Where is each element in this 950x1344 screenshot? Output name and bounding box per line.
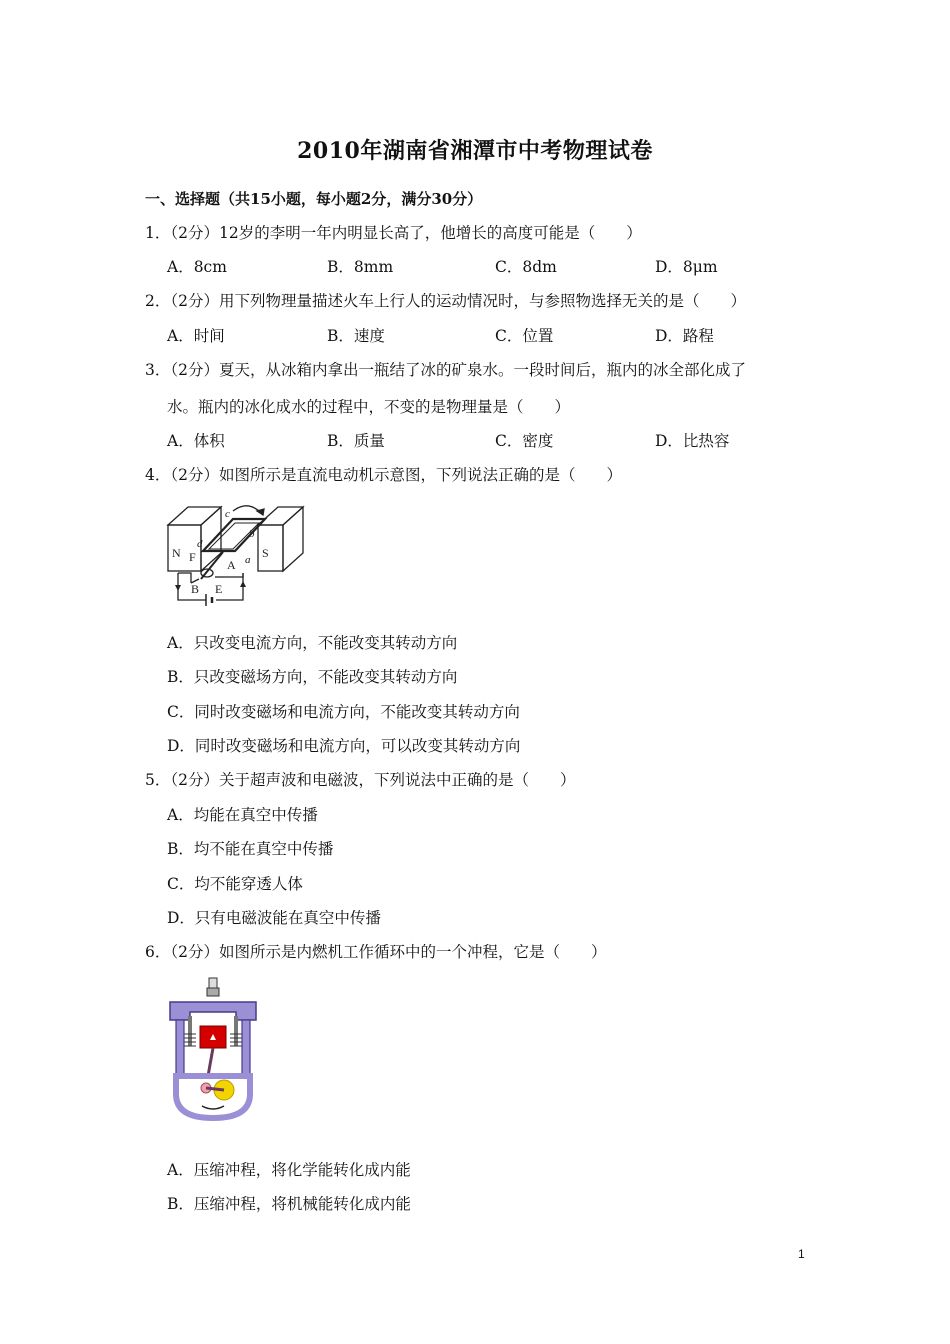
- current-arrow-right: [240, 581, 246, 587]
- question-1-stem: 1．（2分）12岁的李明一年内明显长高了，他增长的高度可能是（ ）: [145, 224, 642, 242]
- label-b: b: [249, 528, 255, 540]
- question-6-stem: 6．（2分）如图所示是内燃机工作循环中的一个冲程，它是（ ）: [145, 943, 607, 961]
- page-number: 1: [798, 1247, 805, 1261]
- question-4-stem: 4．（2分）如图所示是直流电动机示意图，下列说法正确的是（ ）: [145, 466, 622, 484]
- question-1-option-d: D．8μm: [655, 258, 718, 276]
- question-4-option-c: C．同时改变磁场和电流方向，不能改变其转动方向: [167, 703, 520, 721]
- question-2-option-a: A．时间: [167, 327, 225, 345]
- question-2-option-b: B．速度: [327, 327, 385, 345]
- n-magnet-top: [168, 507, 221, 525]
- question-5-option-c: C．均不能穿透人体: [167, 875, 303, 893]
- question-3-option-d: D．比热容: [655, 432, 730, 450]
- crank-arm: [206, 1088, 224, 1090]
- dc-motor-diagram: [163, 497, 308, 609]
- question-4-option-b: B．只改变磁场方向，不能改变其转动方向: [167, 668, 458, 686]
- connecting-rod: [208, 1048, 213, 1076]
- label-c: c: [225, 508, 230, 520]
- question-3-option-b: B．质量: [327, 432, 385, 450]
- n-magnet-side: [201, 507, 221, 571]
- question-3-option-c: C．密度: [495, 432, 554, 450]
- current-arrow-left: [175, 585, 181, 591]
- question-3-option-a: A．体积: [167, 432, 225, 450]
- section-heading: 一、选择题（共15小题，每小题2分，满分30分）: [145, 190, 483, 208]
- question-1-option-a: A．8cm: [167, 258, 227, 276]
- question-4-option-a: A．只改变电流方向，不能改变其转动方向: [167, 634, 458, 652]
- question-2-option-c: C．位置: [495, 327, 554, 345]
- question-6-option-b: B．压缩冲程，将机械能转化成内能: [167, 1195, 411, 1213]
- page-title: 2010年湖南省湘潭市中考物理试卷: [297, 138, 653, 164]
- label-brush-e: E: [215, 582, 223, 596]
- question-1-option-c: C．8dm: [495, 258, 557, 276]
- cylinder-wall-right: [242, 1020, 250, 1076]
- spark-plug-icon: [209, 978, 217, 988]
- cylinder-head: [170, 1002, 256, 1020]
- question-2-option-d: D．路程: [655, 327, 714, 345]
- s-magnet-side: [283, 507, 303, 571]
- question-5-option-b: B．均不能在真空中传播: [167, 840, 334, 858]
- label-f: F: [189, 550, 196, 564]
- label-commutator-a: A: [227, 558, 236, 572]
- question-5-option-a: A．均能在真空中传播: [167, 806, 318, 824]
- question-5-option-d: D．只有电磁波能在真空中传播: [167, 909, 381, 927]
- label-brush-b: B: [191, 582, 200, 596]
- crankcase: [176, 1076, 250, 1118]
- question-6-option-a: A．压缩冲程，将化学能转化成内能: [167, 1161, 411, 1179]
- question-4-option-d: D．同时改变磁场和电流方向，可以改变其转动方向: [167, 737, 521, 755]
- s-magnet-top: [258, 507, 303, 525]
- label-n: N: [172, 546, 181, 560]
- label-a: a: [245, 554, 251, 566]
- question-2-stem: 2．（2分）用下列物理量描述火车上行人的运动情况时，与参照物选择无关的是（ ）: [145, 292, 746, 310]
- cylinder-wall-left: [176, 1020, 184, 1076]
- question-3-stem-continued: 水。瓶内的冰化成水的过程中，不变的是物理量是（ ）: [167, 398, 571, 416]
- engine-stroke-diagram: [166, 976, 262, 1122]
- label-d: d: [197, 538, 203, 550]
- label-s: S: [262, 546, 269, 560]
- question-3-stem: 3．（2分）夏天，从冰箱内拿出一瓶结了冰的矿泉水。一段时间后，瓶内的冰全部化成了: [145, 361, 746, 379]
- question-5-stem: 5．（2分）关于超声波和电磁波，下列说法中正确的是（ ）: [145, 771, 576, 789]
- question-1-option-b: B．8mm: [327, 258, 394, 276]
